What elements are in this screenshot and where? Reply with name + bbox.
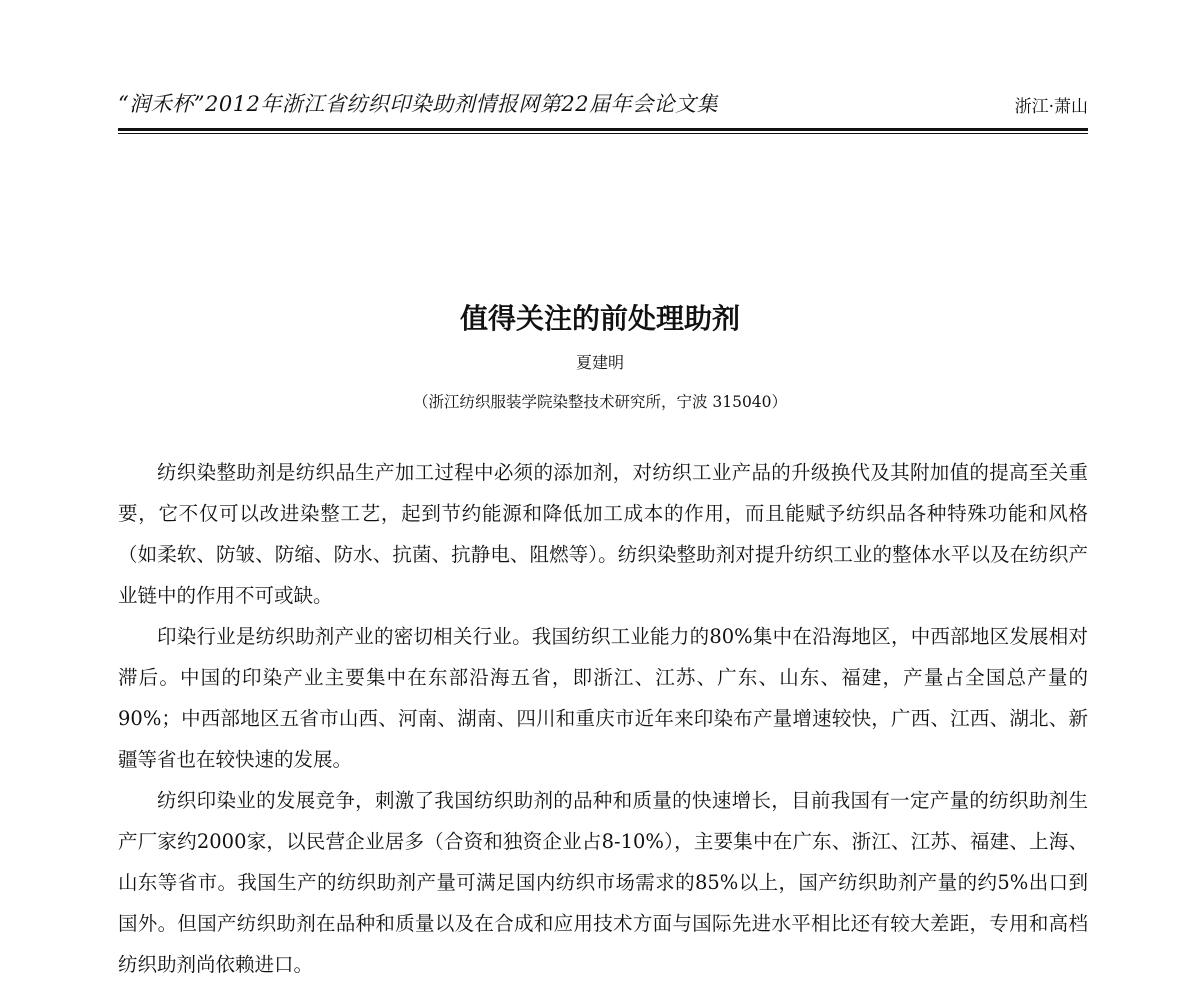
body-paragraph: 纺织染整助剂是纺织品生产加工过程中必须的添加剂，对纺织工业产品的升级换代及其附加值的提高至关重要，它不仅可以改进染整工艺，起到节约能源和降低加工成本的作用，而且能赋予纺织品各种特殊功能和风格（如柔软、防皱、防缩、防水、抗菌、抗静电、阻燃等）。纺织染整助剂对提升纺织工业的整体水平以及在纺织产业链中的作用不可或缺。 [118, 461, 1088, 607]
body-paragraph: 纺织印染业的发展竞争，刺激了我国纺织助剂的品种和质量的快速增长，目前我国有一定产量的纺织助剂生产厂家约2000家，以民营企业居多（合资和独资企业占8-10%），主要集中在广东、浙江、江苏、福建、上海、山东等省市。我国生产的纺织助剂产量可满足国内纺织市场需求的85%以上，国产纺织助剂产量的约5%出口到国外。但国产纺织助剂在品种和质量以及在合成和应用技术方面与国际先进水平相比还有较大差距，专用和高档纺织助剂尚依赖进口。 [118, 789, 1088, 976]
header-rule-thin [118, 133, 1088, 134]
running-header [118, 88, 1088, 128]
article-title: 值得关注的前处理助剂 [459, 302, 740, 335]
author-affiliation: （浙江纺织服装学院染整技术研究所，宁波 315040） [412, 393, 788, 411]
article-body [118, 452, 1088, 985]
article-author: 夏建明 [575, 353, 624, 372]
body-paragraph: 印染行业是纺织助剂产业的密切相关行业。我国纺织工业能力的80%集中在沿海地区，中西部地区发展相对滞后。中国的印染产业主要集中在东部沿海五省，即浙江、江苏、广东、山东、福建，产量占全国总产量的90%；中西部地区五省市山西、河南、湖南、四川和重庆市近年来印染布产量增速较快，广西、江西、湖北、新疆等省也在较快速的发展。 [118, 625, 1088, 771]
conference-location: 浙江·萧山 [1014, 97, 1088, 117]
header-rule-thick [118, 128, 1088, 131]
proceedings-title: “润禾杯”2012年浙江省纺织印染助剂情报网第22届年会论文集 [118, 92, 719, 116]
